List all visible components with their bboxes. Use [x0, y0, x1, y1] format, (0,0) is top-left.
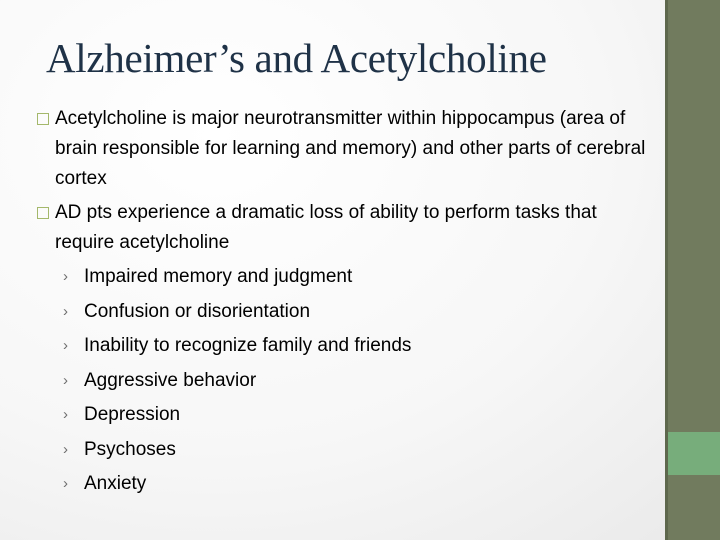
sub-bullet-text: Psychoses — [84, 438, 176, 460]
chevron-right-icon: › — [63, 337, 68, 354]
sub-bullet-text: Anxiety — [84, 473, 147, 494]
chevron-right-icon: › — [63, 302, 68, 320]
sub-bullet-item — [55, 467, 656, 502]
sub-bullet-item — [55, 364, 656, 399]
chevron-right-icon: › — [63, 440, 68, 458]
chevron-right-icon: › — [63, 475, 68, 492]
sub-bullet-text: Depression — [84, 404, 181, 425]
chevron-right-icon: › — [63, 268, 68, 285]
sub-bullet-text: Impaired memory and judgment — [84, 266, 353, 287]
sub-bullet-item — [55, 295, 656, 330]
chevron-right-icon: › — [63, 371, 68, 389]
bullet-item — [36, 198, 656, 502]
square-bullet-icon — [37, 113, 49, 125]
sub-bullet-text: Confusion or disorientation — [84, 300, 311, 322]
sub-bullet-text: Inability to recognize family and friends — [84, 335, 412, 356]
sub-bullet-text: Aggressive behavior — [84, 369, 257, 391]
chevron-right-icon: › — [63, 406, 68, 423]
bullet-item — [36, 104, 656, 194]
bullet-text: AD pts experience a dramatic loss of ability to perform tasks that require acetylcholine — [55, 202, 597, 253]
bullet-text: Acetylcholine is major neurotransmitter within hippocampus (area of brain responsible for learning and memory) and other parts of cerebral cortex — [55, 108, 646, 189]
square-bullet-icon — [37, 207, 49, 219]
slide-title: Alzheimer’s and Acetylcholine — [46, 35, 547, 81]
sub-bullet-item — [55, 398, 656, 433]
bullet-list — [36, 104, 656, 506]
sidebar-accent-block — [668, 432, 720, 475]
sub-bullet-item — [55, 433, 656, 468]
sub-bullet-list — [55, 260, 656, 502]
sub-bullet-item — [55, 329, 656, 364]
sub-bullet-item — [55, 260, 656, 295]
